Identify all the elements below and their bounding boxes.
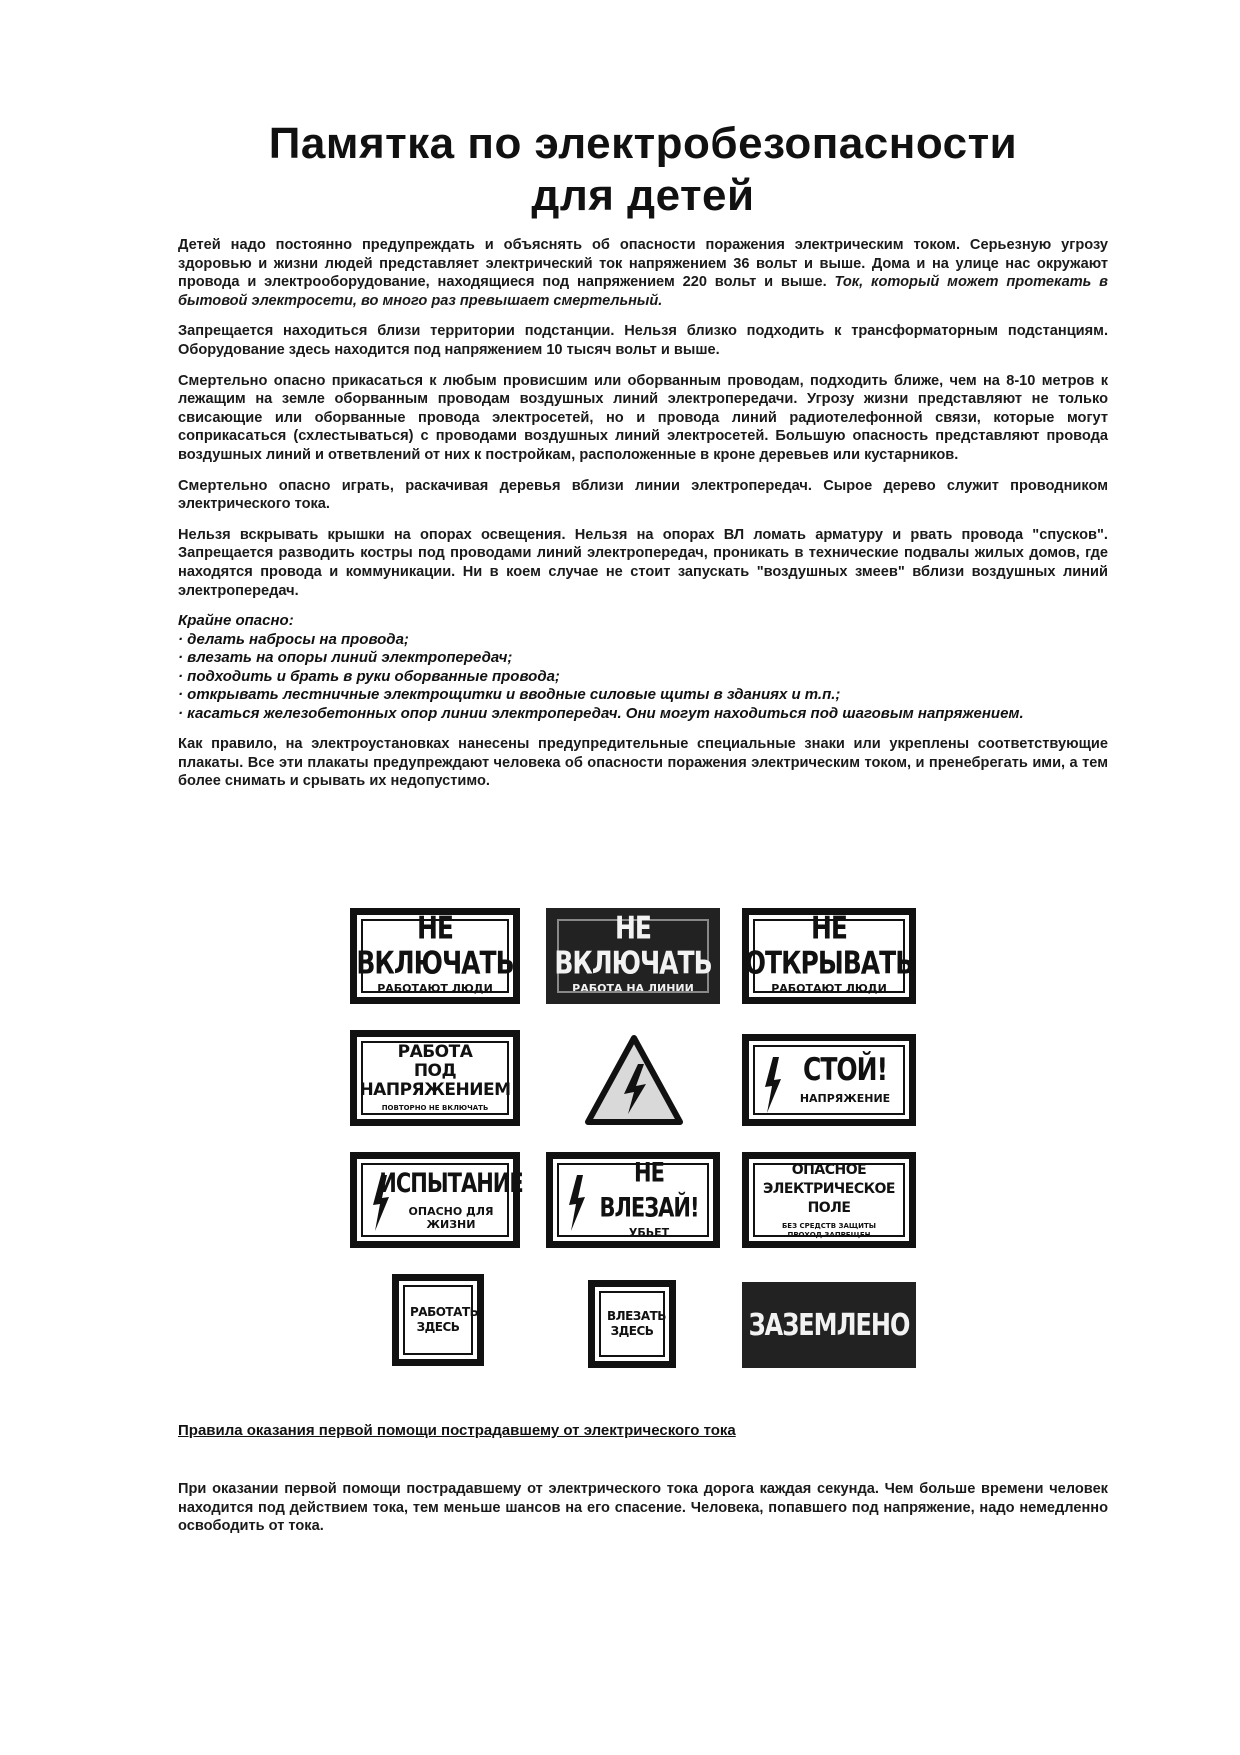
sign-main-text: ИСПЫТАНИЕ <box>379 1168 523 1198</box>
paragraph-signs: Как правило, на электроустановках нанесены предупредительные специальные знаки или укреплены соответствующие плакаты. Все эти плакаты предупреждают человека об опасности поражения электрическим током, и пренебрегать ими, а тем более снимать и срывать их недопустимо. <box>178 736 1108 790</box>
sign-sub-text: РАБОТАЮТ ЛЮДИ <box>771 981 887 995</box>
warning-item: · открывать лестничные электрощитки и вводные силовые щиты в зданиях и т.п.; <box>178 686 1108 705</box>
sign-vlezat-zdes <box>588 1280 676 1368</box>
sign-main-text: НЕ ВЛЕЗАЙ! <box>599 1157 699 1222</box>
paragraph-intro <box>178 236 1108 310</box>
warning-item: · влезать на опоры линий электропередач; <box>178 649 1108 668</box>
high-voltage-triangle-icon <box>584 1034 684 1126</box>
warning-item: · касаться железобетонных опор линии электропередач. Они могут находиться под шаговым напряжением. <box>178 705 1108 724</box>
paragraph-wires: Смертельно опасно прикасаться к любым провисшим или оборванным проводам, подходить ближе, чем на 8-10 метров к лежащим на земле оборванным проводам воздушных линий электропередачи. Угрозу жизни представляют не только свисающие или оборванные провода электросетей, но и провода линий радиотелефонной связи, которые могут соприкасаться (схлестываться) с проводами воздушных линий электросетей. Большую опасность представляют провода воздушных линий и ответвлений от них к постройкам, расположенные в кроне деревьев или кустарников. <box>178 372 1108 463</box>
sign-opasnoe-elektricheskoe-pole <box>742 1152 916 1248</box>
sign-main-text: НЕ ОТКРЫВАТЬ <box>744 909 914 981</box>
sign-line-2: ПОД НАПРЯЖЕНИЕМ <box>359 1061 511 1100</box>
sign-ne-otkryvat <box>742 908 916 1004</box>
sign-line-2: ЭЛЕКТРИЧЕСКОЕ ПОЛЕ <box>763 1180 895 1216</box>
sign-ne-vklyuchat-rabota-na-linii <box>546 908 720 1004</box>
sign-line-1: РАБОТА <box>397 1042 473 1062</box>
sign-ne-vlezai <box>546 1152 720 1248</box>
first-aid-text: При оказании первой помощи пострадавшему от электрического тока дорога каждая секунда. Чем больше времени человек находится под действием тока, тем меньше шансов на его спасение. Человека, попавшего под напряжение, надо немедленно освободить от тока. <box>178 1481 1108 1535</box>
warning-item: · делать набросы на провода; <box>178 631 1108 650</box>
intro-text: Детей надо постоянно предупреждать и объяснять об опасности поражения электрическим током. Серьезную угрозу здоровью и жизни людей представляет электрический ток напряжением 36 вольт и выше. Дома и на улице нас окружают провода и электрооборудование, находящиеся под напряжением 220 вольт и выше. <box>178 237 1108 291</box>
warning-list <box>178 631 1108 724</box>
lightning-bolt-icon <box>567 1175 587 1231</box>
sign-zazemleno <box>742 1282 916 1368</box>
title-line-2: для детей <box>531 171 755 220</box>
paragraph-prohibitions: Нельзя вскрывать крышки на опорах освещения. Нельзя на опорах ВЛ ломать арматуру и рвать провода "спусков". Запрещается разводить костры под проводами линий электропередач, проникать в технические подвалы жилых домов, где находятся провода и коммуникации. Ни в коем случае не стоит запускать "воздушных змеев" вблизи воздушных линий электропередач. <box>178 526 1108 599</box>
sign-text: ВЛЕЗАТЬ ЗДЕСЬ <box>607 1309 666 1338</box>
lightning-bolt-icon <box>763 1057 783 1113</box>
sign-sub-text: НАПРЯЖЕНИЕ <box>799 1091 891 1105</box>
sign-line-1: ОПАСНОЕ <box>791 1161 867 1178</box>
sign-rabotat-zdes <box>392 1274 484 1366</box>
warning-heading: Крайне опасно: <box>178 612 294 630</box>
title-line-1: Памятка по электробезопасности <box>268 119 1018 168</box>
sign-text: ЗАЗЕМЛЕНО <box>748 1307 910 1343</box>
sign-ne-vklyuchat-rabotayut-lyudi <box>350 908 520 1004</box>
document-body <box>178 118 1108 803</box>
sign-text: РАБОТАТЬ ЗДЕСЬ <box>410 1305 479 1334</box>
sign-rabota-pod-napryazheniem <box>350 1030 520 1126</box>
sign-main-text: НЕ ВКЛЮЧАТЬ <box>554 909 712 981</box>
paragraph-trees: Смертельно опасно играть, раскачивая деревья вблизи линии электропередач. Сырое дерево служит проводником электрического тока. <box>178 477 1108 513</box>
sign-main-text: СТОЙ! <box>803 1050 887 1087</box>
sign-sub-text: УБЬЕТ <box>628 1225 670 1239</box>
sign-line-3: ПОВТОРНО НЕ ВКЛЮЧАТЬ <box>381 1104 489 1112</box>
first-aid-heading: Правила оказания первой помощи пострадавшему от электрического тока <box>178 1422 736 1439</box>
sign-sub-text: ОПАСНО ДЛЯ ЖИЗНИ <box>408 1205 494 1231</box>
sign-stoi-napryazhenie <box>742 1034 916 1126</box>
sign-main-text: НЕ ВКЛЮЧАТЬ <box>356 909 514 981</box>
paragraph-substation: Запрещается находиться близи территории подстанции. Нельзя близко подходить к трансформаторным подстанциям. Оборудование здесь находится под напряжением 10 тысяч вольт и выше. <box>178 323 1108 358</box>
intro-italic-text: Ток, который может протекать в бытовой электросети, во много раз превышает смертельный. <box>178 274 1108 309</box>
sign-sub-text: РАБОТАЮТ ЛЮДИ <box>377 981 493 995</box>
warning-item: · подходить и брать в руки оборванные провода; <box>178 668 1108 687</box>
sign-ispytanie <box>350 1152 523 1248</box>
sign-line-3: БЕЗ СРЕДСТВ ЗАЩИТЫ ПРОХОД ЗАПРЕЩЕН <box>781 1221 877 1239</box>
first-aid-section <box>178 1480 1108 1548</box>
sign-sub-text: РАБОТА НА ЛИНИИ <box>572 981 694 995</box>
page-title <box>178 118 1108 222</box>
